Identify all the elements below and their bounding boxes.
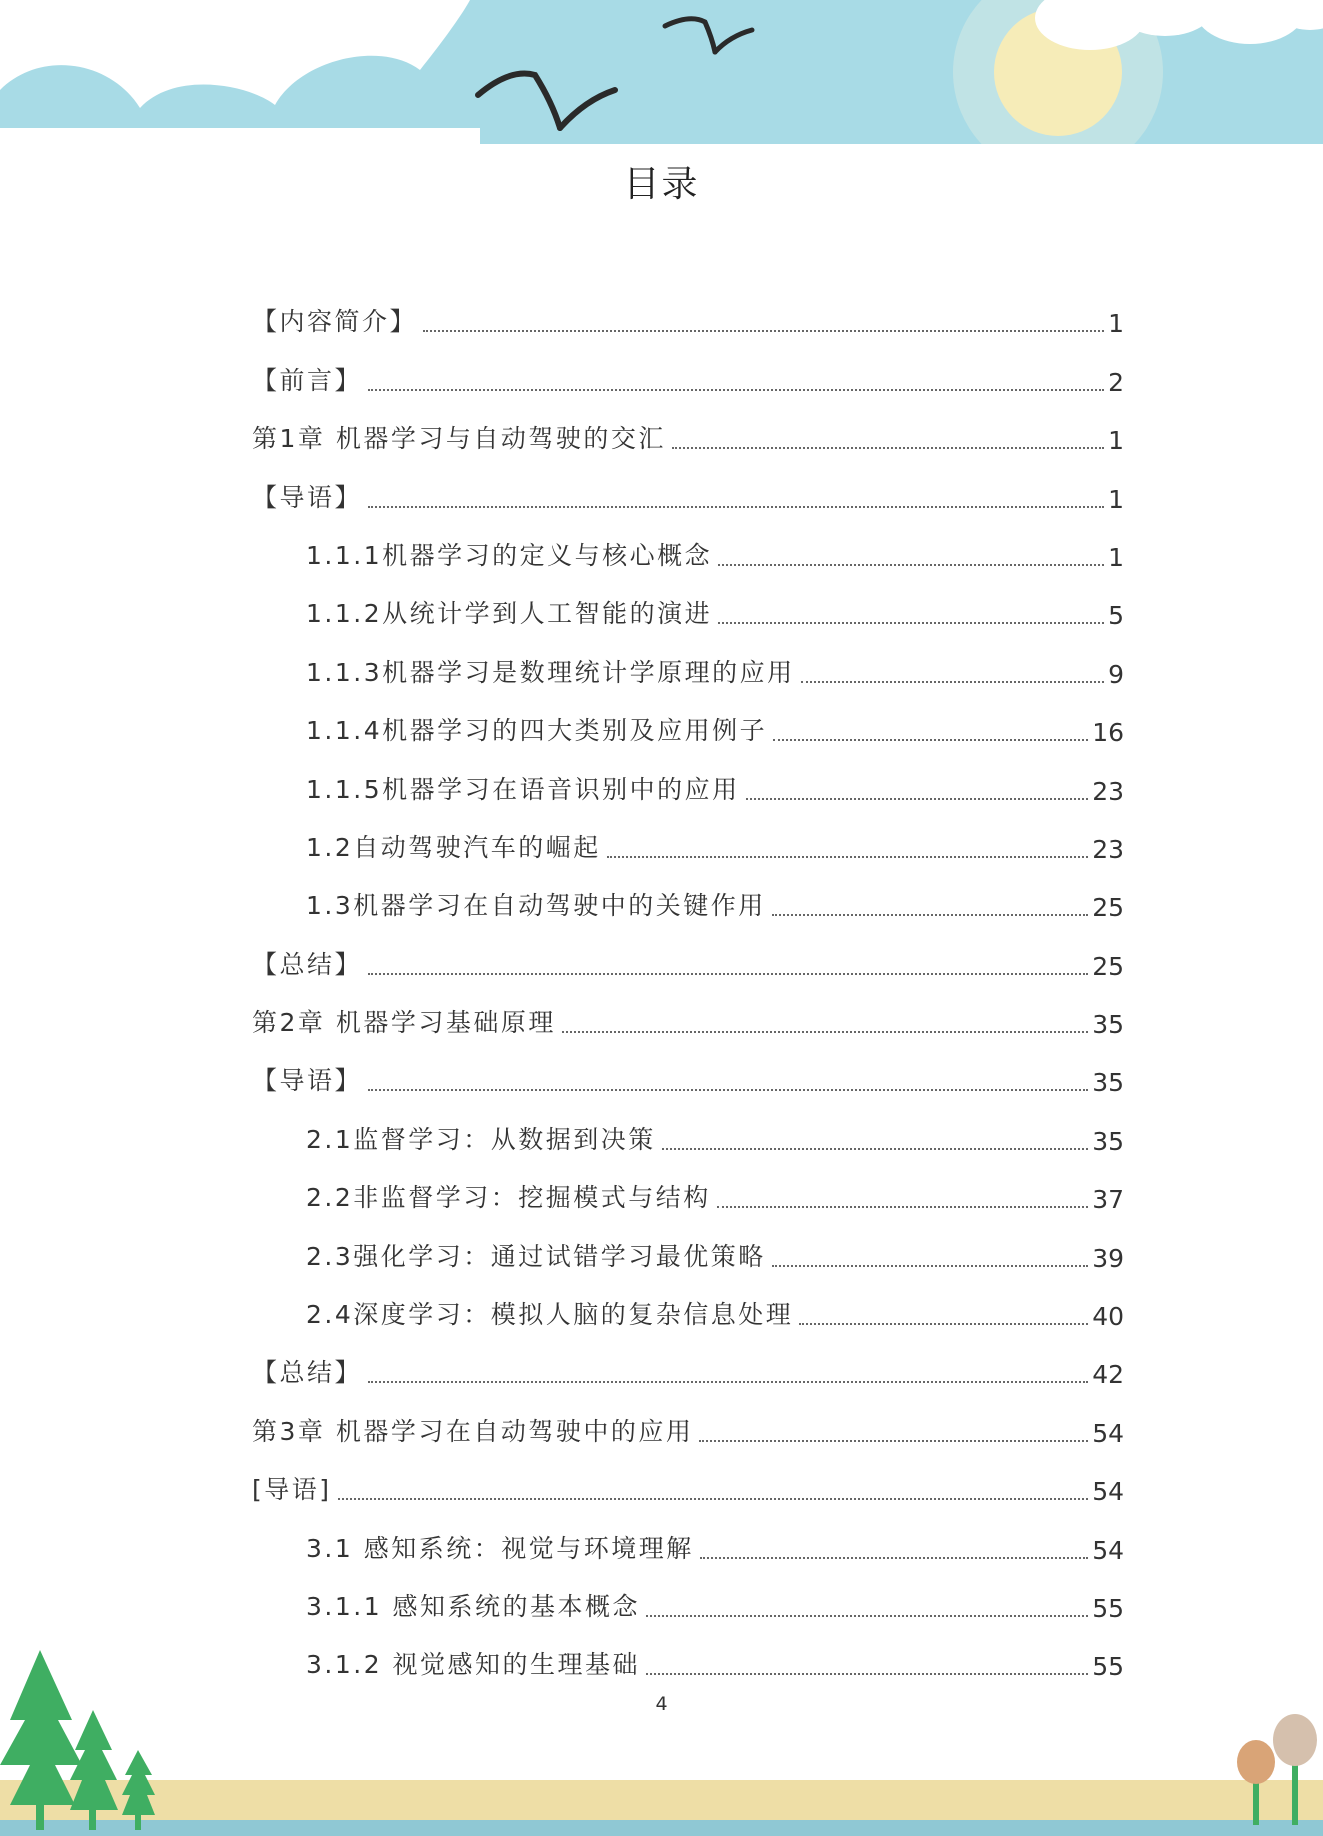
toc-dot-leader bbox=[423, 330, 1104, 332]
toc-dot-leader bbox=[799, 1323, 1088, 1325]
toc-entry[interactable] bbox=[252, 1456, 1124, 1514]
toc-entry-label: 【前言】 bbox=[252, 365, 363, 395]
toc-dot-leader bbox=[672, 447, 1104, 449]
toc-dot-leader bbox=[368, 973, 1088, 975]
toc-entry-label: 1.2自动驾驶汽车的崛起 bbox=[306, 832, 601, 862]
pine-tree-icon bbox=[0, 1650, 82, 1830]
toc-entry[interactable] bbox=[252, 814, 1124, 872]
toc-dot-leader bbox=[368, 389, 1104, 391]
toc-entry[interactable] bbox=[252, 755, 1124, 813]
toc-entry-page: 42 bbox=[1092, 1360, 1124, 1390]
toc-entry[interactable] bbox=[252, 638, 1124, 696]
toc-entry[interactable] bbox=[252, 405, 1124, 463]
toc-entry[interactable] bbox=[252, 1514, 1124, 1572]
toc-entry-label: 【总结】 bbox=[252, 949, 363, 979]
ground-sand bbox=[0, 1780, 1323, 1820]
toc-entry[interactable] bbox=[252, 930, 1124, 988]
page-number: 4 bbox=[655, 1693, 668, 1715]
toc-entry[interactable] bbox=[252, 1047, 1124, 1105]
toc-dot-leader bbox=[772, 1265, 1088, 1267]
toc-entry-label: 1.1.2从统计学到人工智能的演进 bbox=[306, 599, 713, 629]
toc-entry-label: 1.1.1机器学习的定义与核心概念 bbox=[306, 540, 713, 570]
toc-entry-label: 【内容简介】 bbox=[252, 307, 418, 337]
toc-dot-leader bbox=[700, 1557, 1088, 1559]
toc-entry-label: 第3章 机器学习在自动驾驶中的应用 bbox=[252, 1416, 694, 1446]
toc-dot-leader bbox=[718, 564, 1104, 566]
toc-entry-page: 35 bbox=[1092, 1010, 1124, 1040]
toc-dot-leader bbox=[607, 856, 1088, 858]
toc-entry[interactable] bbox=[252, 1397, 1124, 1455]
toc-entry-label: 3.1.1 感知系统的基本概念 bbox=[306, 1591, 641, 1621]
toc-dot-leader bbox=[718, 622, 1104, 624]
toc-entry-page: 55 bbox=[1092, 1593, 1124, 1623]
footer-landscape bbox=[0, 1640, 1323, 1836]
toc-entry[interactable] bbox=[252, 1573, 1124, 1631]
toc-entry[interactable] bbox=[252, 1164, 1124, 1222]
toc-dot-leader bbox=[562, 1031, 1088, 1033]
toc-entry-page: 9 bbox=[1108, 659, 1124, 689]
toc-dot-leader bbox=[801, 681, 1104, 683]
toc-entry-label: 第2章 机器学习基础原理 bbox=[252, 1008, 556, 1038]
header-divider bbox=[0, 144, 1323, 148]
toc-entry[interactable] bbox=[252, 872, 1124, 930]
toc-entry-page: 54 bbox=[1092, 1477, 1124, 1507]
toc-dot-leader bbox=[699, 1440, 1088, 1442]
toc-dot-leader bbox=[773, 739, 1088, 741]
toc-dot-leader bbox=[717, 1206, 1088, 1208]
toc-entry[interactable] bbox=[252, 580, 1124, 638]
toc-dot-leader bbox=[338, 1498, 1089, 1500]
toc-entry-label: [导语] bbox=[252, 1475, 332, 1505]
toc-entry-label: 2.4深度学习：模拟人脑的复杂信息处理 bbox=[306, 1300, 794, 1330]
toc-entry[interactable] bbox=[252, 697, 1124, 755]
toc-entry[interactable] bbox=[252, 522, 1124, 580]
toc-dot-leader bbox=[662, 1148, 1088, 1150]
toc-entry-page: 1 bbox=[1108, 484, 1124, 514]
toc-entry[interactable] bbox=[252, 1281, 1124, 1339]
toc-entry[interactable] bbox=[252, 463, 1124, 521]
toc-entry-page: 1 bbox=[1108, 309, 1124, 339]
toc-entry-page: 35 bbox=[1092, 1126, 1124, 1156]
toc-entry-page: 37 bbox=[1092, 1185, 1124, 1215]
toc-entry-page: 54 bbox=[1092, 1418, 1124, 1448]
toc-entry-label: 2.3强化学习：通过试错学习最优策略 bbox=[306, 1241, 766, 1271]
toc-entry-label: 第1章 机器学习与自动驾驶的交汇 bbox=[252, 424, 666, 454]
toc-dot-leader bbox=[772, 914, 1088, 916]
toc-dot-leader bbox=[368, 1089, 1088, 1091]
toc-entry-page: 23 bbox=[1092, 776, 1124, 806]
toc-entry-label: 【导语】 bbox=[252, 482, 363, 512]
toc-entry-page: 25 bbox=[1092, 893, 1124, 923]
toc-entry-page: 23 bbox=[1092, 834, 1124, 864]
toc-entry[interactable] bbox=[252, 288, 1124, 346]
toc-entry-label: 2.1监督学习：从数据到决策 bbox=[306, 1124, 656, 1154]
toc-entry[interactable] bbox=[252, 1222, 1124, 1280]
toc-entry[interactable] bbox=[252, 989, 1124, 1047]
toc-entry-label: 1.3机器学习在自动驾驶中的关键作用 bbox=[306, 891, 766, 921]
page-title: 目录 bbox=[623, 164, 700, 205]
toc-entry-page: 1 bbox=[1108, 426, 1124, 456]
toc-entry[interactable] bbox=[252, 346, 1124, 404]
toc-entry-page: 39 bbox=[1092, 1243, 1124, 1273]
toc-entry-page: 40 bbox=[1092, 1302, 1124, 1332]
toc-entry-page: 55 bbox=[1092, 1652, 1124, 1682]
toc-entry-page: 1 bbox=[1108, 542, 1124, 572]
toc-dot-leader bbox=[368, 1381, 1088, 1383]
toc-entry-label: 1.1.4机器学习的四大类别及应用例子 bbox=[306, 716, 768, 746]
toc-dot-leader bbox=[746, 798, 1089, 800]
toc-entry-label: 2.2非监督学习：挖掘模式与结构 bbox=[306, 1183, 711, 1213]
toc-entry-label: 1.1.3机器学习是数理统计学原理的应用 bbox=[306, 657, 795, 687]
header-banner bbox=[0, 0, 1323, 148]
toc-entry-label: 【总结】 bbox=[252, 1358, 363, 1388]
toc-entry-label: 3.1 感知系统：视觉与环境理解 bbox=[306, 1533, 694, 1563]
table-of-contents bbox=[252, 288, 1124, 1689]
toc-entry-label: 【导语】 bbox=[252, 1066, 363, 1096]
toc-entry-page: 35 bbox=[1092, 1068, 1124, 1098]
toc-entry-page: 2 bbox=[1108, 367, 1124, 397]
toc-entry-page: 54 bbox=[1092, 1535, 1124, 1565]
toc-entry-page: 16 bbox=[1092, 718, 1124, 748]
toc-entry[interactable] bbox=[252, 1339, 1124, 1397]
toc-entry-page: 5 bbox=[1108, 601, 1124, 631]
toc-entry-label: 3.1.2 视觉感知的生理基础 bbox=[306, 1650, 641, 1680]
ground-water bbox=[0, 1820, 1323, 1836]
toc-entry[interactable] bbox=[252, 1105, 1124, 1163]
toc-entry-label: 1.1.5机器学习在语音识别中的应用 bbox=[306, 774, 740, 804]
toc-dot-leader bbox=[368, 506, 1104, 508]
toc-entry-page: 25 bbox=[1092, 951, 1124, 981]
toc-dot-leader bbox=[646, 1615, 1088, 1617]
